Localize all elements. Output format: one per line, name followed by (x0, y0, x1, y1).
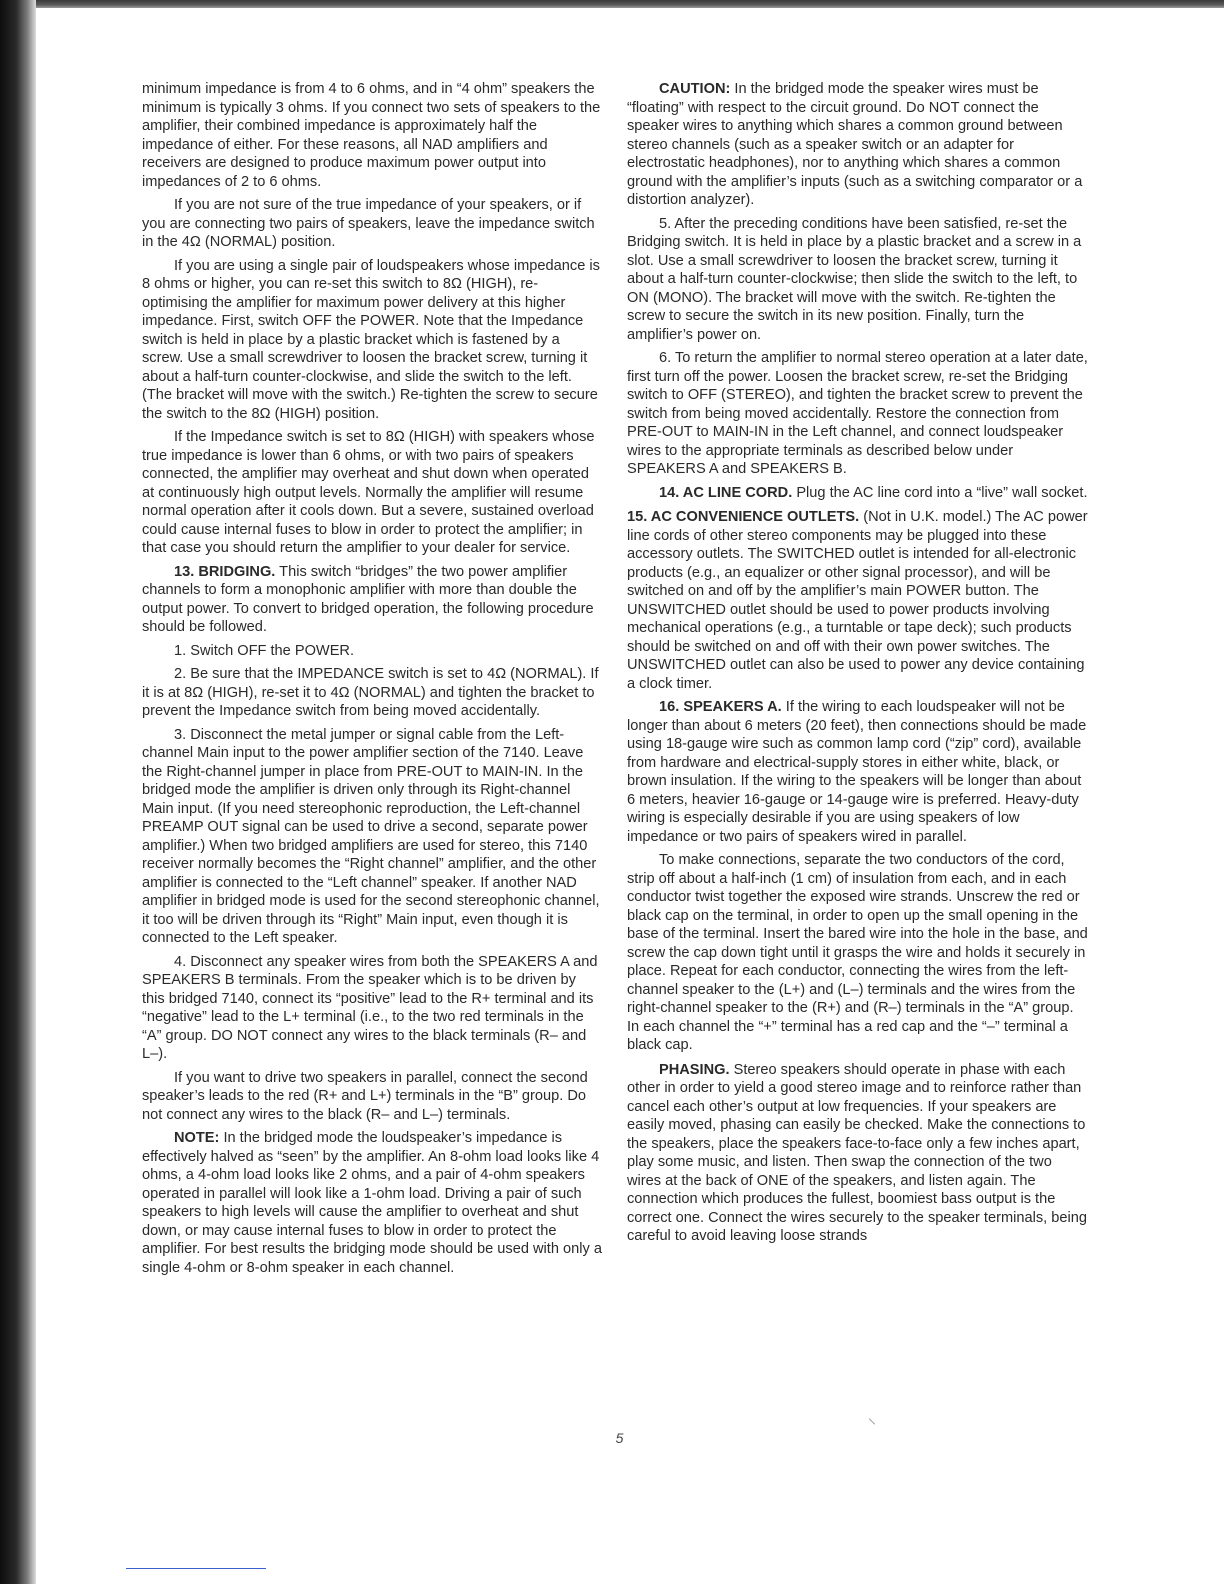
note-paragraph: NOTE: In the bridged mode the loudspeaker’s impedance is effectively halved as “seen” by the amplifier. An 8-ohm load looks like 4 ohms, a 4-ohm load looks like 2 ohms, and a pair of 4-ohm speakers operated in parallel will look like a 1-ohm load. Driving a pair of such speakers to high levels will cause the amplifier to overheat and shut down, or may cause internal fuses to blow in order to protect the amplifier. For best results the bridging mode should be used with only a single 4-ohm or 8-ohm speaker in each channel. (142, 1130, 602, 1276)
section-heading: 16. SPEAKERS A. (659, 699, 782, 715)
section-heading: 15. AC CONVENIENCE OUTLETS. (627, 509, 860, 525)
caution-paragraph: CAUTION: In the bridged mode the speaker wires must be “floating” with respect to the circuit ground. Do NOT connect the speaker wires to anything which shares a common ground between stereo channels (such as a speaker switch or an adapter for electrostatic headphones), nor to anything which shares a common ground with the amplifier’s inputs (such as a switching comparator or a distortion analyzer). (627, 81, 1083, 208)
section-heading: 13. BRIDGING. (174, 563, 276, 580)
section-speakers-a: 16. SPEAKERS A. If the wiring to each loudspeaker will not be longer than about 6 meters (20 feet), then connections should be made using 18-gauge wire such as common lamp cord (“zip” cord), available from hardware and electrical-supply stores in either white, black, or brown insulation. If the wiring to the speakers will be longer than about 6 meters, heavier 16-gauge or 14-gauge wire is preferred. Heavy-duty wiring is especially desirable if you are using speakers of low impedance or two pairs of speakers wired in parallel. (627, 699, 1087, 845)
section-phasing: PHASING. Stereo speakers should operate in phase with each other in order to yield a good stereo image and to reinforce rather than cancel each other’s output at low frequencies. If your speakers are easily moved, phasing can easily be checked. Make the connections to the speakers, place the speakers face-to-face only a few inches apart, play some music, and listen. Then swap the connection of the two wires at the back of ONE of the speakers, and listen again. The connection which produces the fullest, boomiest bass output is the correct one. Connect the wires securely to the speaker terminals, being careful to avoid leaving loose strands (627, 1061, 1087, 1244)
right-column (627, 80, 1089, 1251)
step-item: 5. After the preceding conditions have been satisfied, re-set the Bridging switch. It is held in place by a plastic bracket and a screw in a slot. Use a small screwdriver to loosen the bracket screw, turning it about a half-turn counter-clockwise; then slide the switch to the left, to ON (MONO). The bracket will move with the switch. Re-tighten the screw to secure the switch in its new position. Finally, turn the amplifier’s power on. (627, 215, 1082, 343)
paragraph: If you are using a single pair of loudspeakers whose impedance is 8 ohms or higher, you can re-set this switch to 8Ω (HIGH), re-optimising the amplifier for maximum power delivery at this higher impedance. First, switch OFF the POWER. Note that the Impedance switch is held in place by a plastic bracket which is fastened by a screw. Use a small screwdriver to loosen the bracket screw, turning it about a half-turn counter-clockwise, and slide the switch to the left. (The bracket will move with the switch.) Re-tighten the screw to secure the switch to the 8Ω (HIGH) position. (142, 257, 600, 422)
step-item: 1. Switch OFF the POWER. (174, 642, 355, 659)
step-item: 3. Disconnect the metal jumper or signal cable from the Left-channel Main input to the power amplifier section of the 7140. Leave the Right-channel jumper in place from PRE-OUT to MAIN-IN. In the bridged mode the amplifier is driven only through its Right-channel Main input. (If you need stereophonic reproduction, the Left-channel PREAMP OUT signal can be used to drive a second, separate power amplifier.) When two bridged amplifiers are used for stereo, this 7140 receiver normally becomes the “Right channel” amplifier, and the other amplifier is connected to the “Left channel” speaker. If another NAD amplifier in bridged mode is used for the second stereophonic channel, it too will be driven through its “Right” Main input, even though it is connected to the Left speaker. (142, 726, 600, 946)
scan-top-edge (36, 0, 1224, 8)
paragraph: If you want to drive two speakers in parallel, connect the second speaker’s leads to the red (R+ and L+) terminals in the “B” group. Do not connect any wires to the black (R– and L–) terminals. (142, 1069, 588, 1123)
bottom-line-mark (126, 1568, 266, 1569)
left-column (142, 80, 602, 1282)
paragraph: If the Impedance switch is set to 8Ω (HIGH) with speakers whose true impedance is lower than 6 ohms, or with two pairs of speakers connected, the amplifier may overheat and shut down when operated at continuously high output levels. Normally the amplifier will resume normal operation after it cools down. But a severe, sustained overload could cause internal fuses to blow in order to protect the amplifier; in that case you should return the amplifier to your dealer for service. (142, 429, 595, 556)
step-item: 4. Disconnect any speaker wires from both the SPEAKERS A and SPEAKERS B terminals. From the speaker which is to be driven by this bridged 7140, connect its “positive” lead to the R+ terminal and its “negative” lead to the L+ terminal (i.e., to the two red terminals in the “A” group. DO NOT connect any wires to the black terminals (R– and L–). (142, 953, 598, 1062)
section-bridging: 13. BRIDGING. This switch “bridges” the two power amplifier channels to form a monophonic amplifier with more than double the output power. To convert to bridged operation, the following procedure should be followed. (142, 563, 594, 635)
scan-mark (869, 1418, 875, 1424)
step-item: 6. To return the amplifier to normal stereo operation at a later date, first turn off the power. Loosen the bracket screw, re-set the Bridging switch to OFF (STEREO), and tighten the bracket screw to prevent the switch from being moved accidentally. Restore the connection from PRE-OUT to MAIN-IN in the Left channel, and connect loudspeaker wires to the appropriate terminals as described below under SPEAKERS A and SPEAKERS B. (627, 350, 1088, 477)
section-heading: 14. AC LINE CORD. (659, 484, 793, 501)
paragraph: If you are not sure of the true impedance of your speakers, or if you are connecting two pairs of speakers, leave the impedance switch in the 4Ω (NORMAL) position. (142, 197, 595, 250)
scan-left-edge (0, 0, 36, 1584)
paragraph: minimum impedance is from 4 to 6 ohms, and in “4 ohm” speakers the minimum is typically 3 ohms. If you connect two sets of speakers to the amplifier, their combined impedance is approximately half the impedance of either. For these reasons, all NAD amplifiers and receivers are designed to produce maximum power output into impedances of 2 to 6 ohms. (142, 81, 601, 190)
section-ac-outlets: 15. AC CONVENIENCE OUTLETS. (Not in U.K. model.) The AC power line cords of other stereo components may be plugged into these accessory outlets. The SWITCHED outlet is intended for all-electronic products (e.g., an equalizer or other signal processor), and will be switched on and off by the amplifier’s main POWER button. The UNSWITCHED outlet should be used to power products involving mechanical operations (e.g., a turntable or tape deck); such products should be switched on and off with their own power switches. The UNSWITCHED outlet can also be used to power any device containing a clock timer. (627, 509, 1088, 692)
page-number: 5 (615, 1430, 624, 1446)
note-heading: NOTE: (174, 1130, 220, 1146)
section-heading: PHASING. (659, 1061, 730, 1078)
step-item: 2. Be sure that the IMPEDANCE switch is set to 4Ω (NORMAL). If it is at 8Ω (HIGH), re-set it to 4Ω (NORMAL) and tighten the bracket to prevent the Impedance switch from being moved accidentally. (142, 666, 599, 719)
section-ac-line-cord: 14. AC LINE CORD. Plug the AC line cord into a “live” wall socket. (659, 484, 1088, 501)
caution-heading: CAUTION: (659, 81, 731, 97)
paragraph: To make connections, separate the two conductors of the cord, strip off about a half-inch (1 cm) of insulation from each, and in each conductor twist together the exposed wire strands. Unscrew the red or black cap on the terminal, in order to open up the small opening in the base of the terminal. Insert the bared wire into the hole in the base, and screw the cap down tight until it grasps the wire and holds it securely in place. Repeat for each conductor, connecting the wires from the left-channel speaker to the (L+) and (L–) terminals and the wires from the right-channel speaker to the (R+) and (R–) terminals in the “A” group. In each channel the “+” terminal has a red cap and the “–” terminal a black cap. (627, 852, 1088, 1053)
